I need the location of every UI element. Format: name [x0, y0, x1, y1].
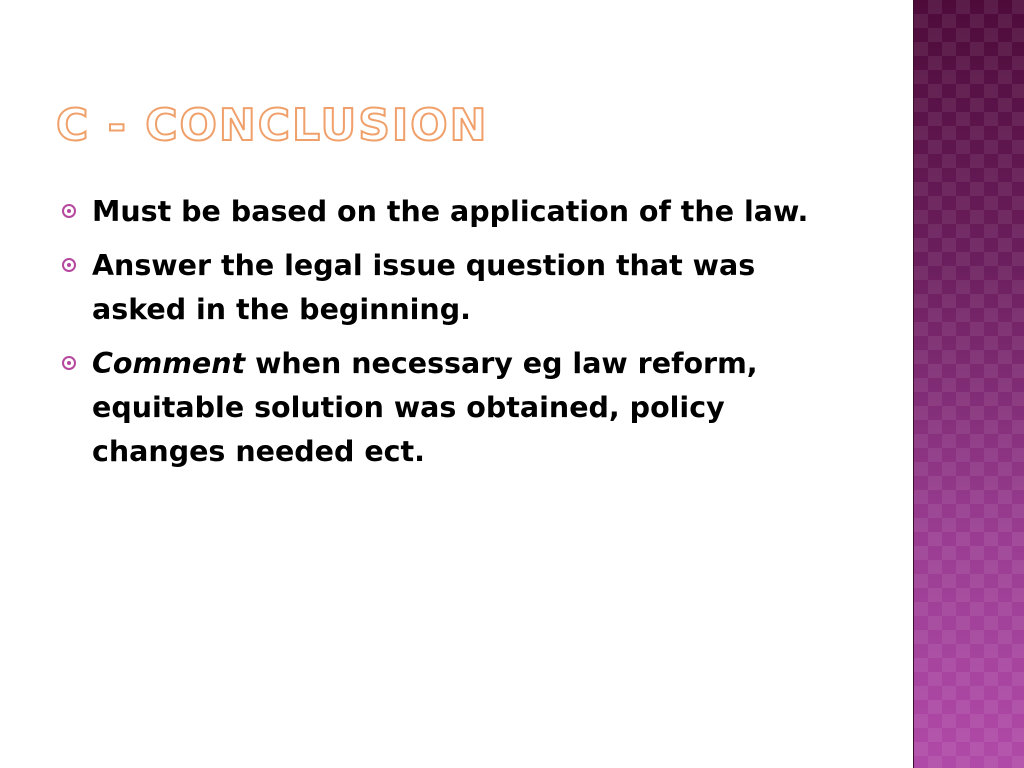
bullet-text: when necessary eg law reform, equitable solution was obtained, policy changes needed ect. [92, 347, 758, 468]
bullet-item [62, 342, 822, 474]
slide-title: C - CONCLUSION [56, 100, 489, 151]
circled-dot-bullet-icon [62, 356, 76, 370]
bullet-item [62, 244, 822, 332]
circled-dot-bullet-icon [62, 204, 76, 218]
bullet-text: Answer the legal issue question that was asked in the beginning. [92, 249, 756, 326]
bullet-list [62, 190, 822, 484]
bullet-text: Must be based on the application of the law. [92, 195, 809, 228]
circled-dot-bullet-icon [62, 258, 76, 272]
bullet-emphasis: Comment [92, 347, 246, 380]
decorative-side-panel [913, 0, 1024, 768]
bullet-item [62, 190, 822, 234]
